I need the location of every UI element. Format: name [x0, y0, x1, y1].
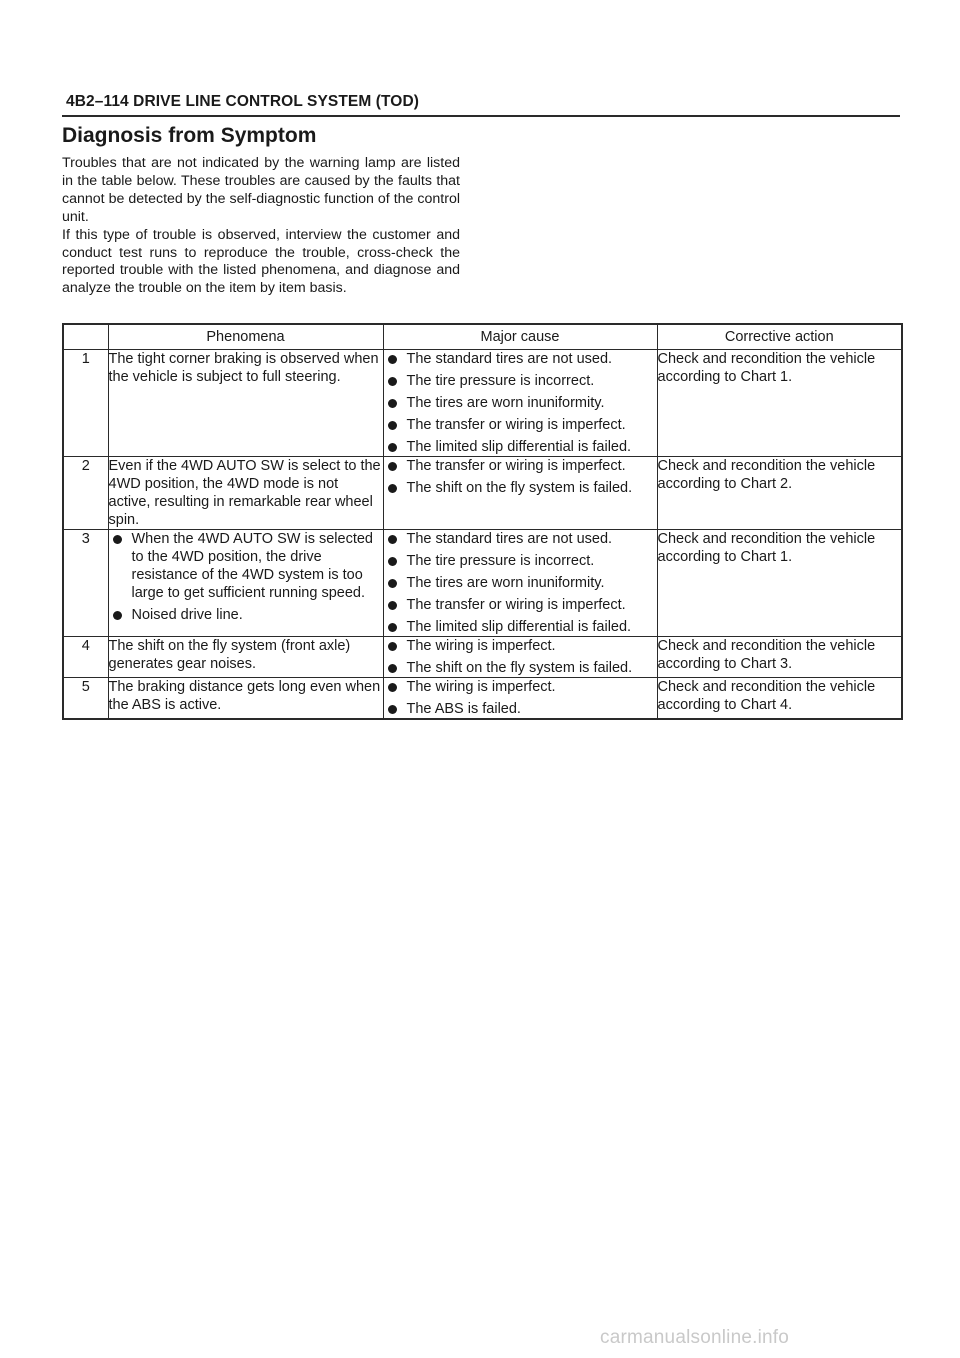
bullet-icon [388, 664, 397, 673]
bullet-icon [113, 535, 122, 544]
header-major-cause: Major cause [383, 324, 657, 350]
bullet-icon [388, 443, 397, 452]
list-item [384, 637, 657, 655]
list-item [384, 618, 657, 636]
list-item-text: The transfer or wiring is imperfect. [406, 458, 626, 474]
table-row [63, 350, 902, 457]
corrective-action-cell: Check and recondition the vehicle according to Chart 3. [657, 637, 902, 678]
table-row [63, 457, 902, 530]
watermark: carmanualsonline.info [600, 1327, 790, 1348]
bullet-icon [388, 601, 397, 610]
table-body [63, 350, 902, 720]
list-item-text: When the 4WD AUTO SW is selected to the 4WD position, the drive resistance of the 4WD system is too large to get sufficient running speed. [131, 531, 373, 601]
bullet-icon [388, 579, 397, 588]
table-row [63, 637, 902, 678]
row-number: 5 [63, 678, 108, 720]
intro-paragraph: If this type of trouble is observed, interview the customer and conduct test runs to reproduce the trouble, cross-check the reported trouble with the listed phenomena, and diagnose and analyze the trouble on the item by item basis. [62, 226, 460, 297]
list-item-text: The standard tires are not used. [406, 351, 613, 367]
intro-text [62, 155, 460, 298]
phenomena-cell: The shift on the fly system (front axle) generates gear noises. [108, 637, 383, 678]
list-item [384, 574, 657, 592]
bullet-icon [388, 705, 397, 714]
header-phenomena: Phenomena [108, 324, 383, 350]
bullet-icon [388, 421, 397, 430]
phenomena-cell: The braking distance gets long even when the ABS is active. [108, 678, 383, 720]
list-item-text: The transfer or wiring is imperfect. [406, 597, 626, 613]
row-number: 3 [63, 530, 108, 637]
bullet-icon [388, 623, 397, 632]
intro-paragraph: Troubles that are not indicated by the warning lamp are listed in the table below. These troubles are caused by the faults that cannot be detected by the self-diagnostic function of the control unit. [62, 155, 460, 225]
page-header-title: 4B2–114 DRIVE LINE CONTROL SYSTEM (TOD) [66, 93, 420, 110]
list-item [384, 700, 657, 718]
corrective-action-cell: Check and recondition the vehicle according to Chart 1. [657, 530, 902, 637]
major-cause-cell [383, 457, 657, 530]
list-item-text: The tires are worn inuniformity. [406, 395, 605, 411]
list-item [384, 394, 657, 412]
list-item-text: Noised drive line. [131, 607, 243, 623]
major-cause-list [384, 350, 657, 456]
major-cause-cell [383, 678, 657, 720]
list-item [384, 416, 657, 434]
header-corrective-action: Corrective action [657, 324, 902, 350]
list-item [384, 372, 657, 390]
phenomena-list [109, 530, 383, 624]
row-number: 1 [63, 350, 108, 457]
page-header [62, 92, 900, 117]
bullet-icon [388, 462, 397, 471]
list-item-text: The wiring is imperfect. [406, 679, 556, 695]
phenomena-cell: Even if the 4WD AUTO SW is select to the 4WD position, the 4WD mode is not active, resulting in remarkable rear wheel spin. [108, 457, 383, 530]
list-item-text: The shift on the fly system is failed. [406, 660, 633, 676]
list-item-text: The wiring is imperfect. [406, 638, 556, 654]
phenomena-cell: The tight corner braking is observed when the vehicle is subject to full steering. [108, 350, 383, 457]
list-item-text: The tire pressure is incorrect. [406, 373, 595, 389]
bullet-icon [388, 535, 397, 544]
list-item-text: The standard tires are not used. [406, 531, 613, 547]
bullet-icon [388, 484, 397, 493]
list-item-text: The transfer or wiring is imperfect. [406, 417, 626, 433]
list-item-text: The ABS is failed. [406, 701, 521, 717]
list-item-text: The shift on the fly system is failed. [406, 480, 633, 496]
bullet-icon [388, 642, 397, 651]
phenomena-cell [108, 530, 383, 637]
corrective-action-cell: Check and recondition the vehicle according to Chart 4. [657, 678, 902, 720]
list-item [384, 438, 657, 456]
bullet-icon [388, 355, 397, 364]
list-item-text: The limited slip differential is failed. [406, 439, 632, 455]
list-item [109, 606, 383, 624]
bullet-icon [388, 377, 397, 386]
major-cause-list [384, 678, 657, 718]
row-number: 4 [63, 637, 108, 678]
major-cause-list [384, 457, 657, 497]
header-number [63, 324, 108, 350]
list-item [384, 678, 657, 696]
list-item [384, 350, 657, 368]
bullet-icon [388, 399, 397, 408]
major-cause-cell [383, 350, 657, 457]
list-item [384, 552, 657, 570]
bullet-icon [113, 611, 122, 620]
list-item [384, 530, 657, 548]
table-header-row [63, 324, 902, 350]
table-row [63, 678, 902, 720]
corrective-action-cell: Check and recondition the vehicle according to Chart 1. [657, 350, 902, 457]
list-item [109, 530, 383, 602]
list-item-text: The tire pressure is incorrect. [406, 553, 595, 569]
diagnosis-table [62, 323, 903, 720]
major-cause-cell [383, 530, 657, 637]
row-number: 2 [63, 457, 108, 530]
list-item [384, 457, 657, 475]
list-item [384, 596, 657, 614]
corrective-action-cell: Check and recondition the vehicle according to Chart 2. [657, 457, 902, 530]
list-item [384, 659, 657, 677]
table-row [63, 530, 902, 637]
section-title: Diagnosis from Symptom [62, 124, 317, 147]
bullet-icon [388, 557, 397, 566]
list-item-text: The tires are worn inuniformity. [406, 575, 605, 591]
major-cause-cell [383, 637, 657, 678]
major-cause-list [384, 637, 657, 677]
list-item-text: The limited slip differential is failed. [406, 619, 632, 635]
list-item [384, 479, 657, 497]
bullet-icon [388, 683, 397, 692]
major-cause-list [384, 530, 657, 636]
